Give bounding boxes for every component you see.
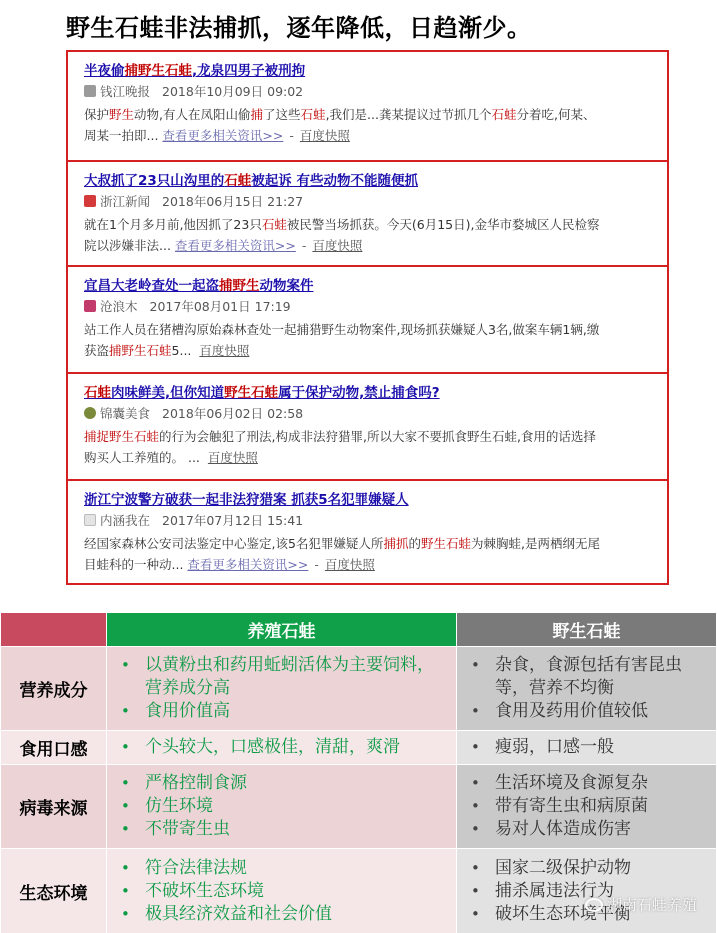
news-title-link[interactable]: 大叔抓了23只山沟里的石蛙被起诉 有些动物不能随便抓: [84, 173, 418, 189]
list-item: • 符合法律法规: [117, 857, 450, 880]
comparison-table: [0, 612, 717, 933]
wild-cell: [457, 647, 717, 731]
list-item: • 食用价值高: [117, 700, 450, 723]
baidu-snapshot-link[interactable]: 百度快照: [199, 343, 250, 358]
farm-cell: [107, 849, 457, 933]
list-item: • 生活环境及食源复杂: [467, 772, 710, 795]
header-farmed-frog: 养殖石蛙: [107, 613, 457, 647]
list-item: • 捕杀属违法行为: [467, 880, 710, 903]
news-source: 锦囊美食: [100, 406, 151, 421]
news-title-link[interactable]: 浙江宁波警方破获一起非法狩猎案 抓获5名犯罪嫌疑人: [84, 492, 409, 508]
news-meta: [84, 82, 655, 102]
wild-cell: [457, 765, 717, 849]
news-card: [66, 479, 669, 585]
watermark-text: 湖南石蛙养殖: [606, 896, 697, 914]
list-item: • 破坏生态环境平衡: [467, 903, 710, 926]
news-date: 2018年06月02日 02:58: [162, 406, 304, 421]
news-meta: [84, 192, 655, 212]
news-date: 2017年07月12日 15:41: [162, 513, 304, 528]
news-card: [66, 372, 669, 481]
news-source: 内涵我在: [100, 513, 151, 528]
source-logo-icon: [84, 407, 96, 419]
list-item: • 个头较大，口感极佳，清甜，爽滑: [117, 736, 450, 759]
source-logo-icon: [84, 195, 96, 207]
news-source: 钱江晚报: [100, 84, 151, 99]
farm-cell: [107, 765, 457, 849]
news-snippet: 捕捉野生石蛙的行为会触犯了刑法,构成非法狩猎罪,所以大家不要抓食野生石蛙,食用的话选择 购买人工养殖的。 ... 百度快照: [84, 429, 596, 465]
news-snippet: 保护野生动物,有人在凤阳山偷捕了这些石蛙,我们是...龚某提议过节抓几个石蛙分着吃,何某、 周某一拍即... 查看更多相关资讯>> - 百度快照: [84, 107, 596, 143]
baidu-snapshot-link[interactable]: 百度快照: [207, 450, 258, 465]
list-item: • 国家二级保护动物: [467, 857, 710, 880]
watermark: [585, 894, 697, 915]
more-news-link[interactable]: 查看更多相关资讯>>: [174, 238, 296, 253]
news-title-link[interactable]: 宜昌大老岭查处一起盗捕野生动物案件: [84, 278, 314, 294]
table-corner: [1, 613, 107, 647]
news-meta: [84, 404, 655, 424]
row-label: 营养成分: [1, 647, 107, 731]
news-date: 2018年06月15日 21:27: [162, 194, 304, 209]
news-meta: [84, 511, 655, 531]
list-item: • 瘦弱，口感一般: [467, 736, 710, 759]
wild-cell: [457, 731, 717, 765]
news-meta: [84, 297, 655, 317]
list-item: • 不带寄生虫: [117, 818, 450, 841]
row-label: 食用口感: [1, 731, 107, 765]
list-item: • 食用及药用价值较低: [467, 700, 710, 723]
header-wild-frog: 野生石蛙: [457, 613, 717, 647]
news-card: [66, 160, 669, 267]
source-logo-icon: [84, 85, 96, 97]
list-item: • 仿生环境: [117, 795, 450, 818]
baidu-snapshot-link[interactable]: 百度快照: [324, 557, 375, 572]
news-source: 浙江新闻: [100, 194, 151, 209]
baidu-snapshot-link[interactable]: 百度快照: [299, 128, 350, 143]
list-item: • 带有寄生虫和病原菌: [467, 795, 710, 818]
wild-cell: [457, 849, 717, 933]
baidu-snapshot-link[interactable]: 百度快照: [312, 238, 363, 253]
farm-cell: [107, 731, 457, 765]
list-item: • 以黄粉虫和药用蚯蚓活体为主要饲料，营养成分高: [117, 654, 450, 700]
news-source: 沧浪木: [100, 299, 138, 314]
list-item: • 严格控制食源: [117, 772, 450, 795]
news-card: [66, 265, 669, 374]
row-label: 生态环境: [1, 849, 107, 933]
news-result-list: [66, 50, 669, 583]
source-logo-icon: [84, 514, 96, 526]
news-snippet: 站工作人员在猪槽沟原始森林查处一起捕猎野生动物案件,现场抓获嫌疑人3名,做案车辆1辆,缴 获盗捕野生石蛙5... 百度快照: [84, 322, 600, 358]
page-headline: 野生石蛙非法捕抓，逐年降低，日趋渐少。: [66, 14, 532, 42]
news-date: 2018年10月09日 09:02: [162, 84, 304, 99]
news-card: [66, 50, 669, 162]
more-news-link[interactable]: 查看更多相关资讯>>: [187, 557, 309, 572]
news-snippet: 经国家森林公安司法鉴定中心鉴定,该5名犯罪嫌疑人所捕抓的野生石蛙为棘胸蛙,是两栖纲无尾 目蛙科的一种动... 查看更多相关资讯>> - 百度快照: [84, 536, 600, 572]
news-title-link[interactable]: 石蛙肉味鲜美,但你知道野生石蛙属于保护动物,禁止捕食吗?: [84, 385, 440, 401]
news-date: 2017年08月01日 17:19: [149, 299, 291, 314]
more-news-link[interactable]: 查看更多相关资讯>>: [162, 128, 284, 143]
news-title-link[interactable]: 半夜偷捕野生石蛙,龙泉四男子被刑拘: [84, 63, 306, 79]
wechat-icon: [585, 898, 603, 912]
source-logo-icon: [84, 300, 96, 312]
list-item: • 杂食，食源包括有害昆虫等，营养不均衡: [467, 654, 710, 700]
farm-cell: [107, 647, 457, 731]
list-item: • 易对人体造成伤害: [467, 818, 710, 841]
news-snippet: 就在1个月多月前,他因抓了23只石蛙被民警当场抓获。今天(6月15日),金华市婺城区人民检察 院以涉嫌非法... 查看更多相关资讯>> - 百度快照: [84, 217, 600, 253]
list-item: • 不破坏生态环境: [117, 880, 450, 903]
list-item: • 极具经济效益和社会价值: [117, 903, 450, 926]
row-label: 病毒来源: [1, 765, 107, 849]
